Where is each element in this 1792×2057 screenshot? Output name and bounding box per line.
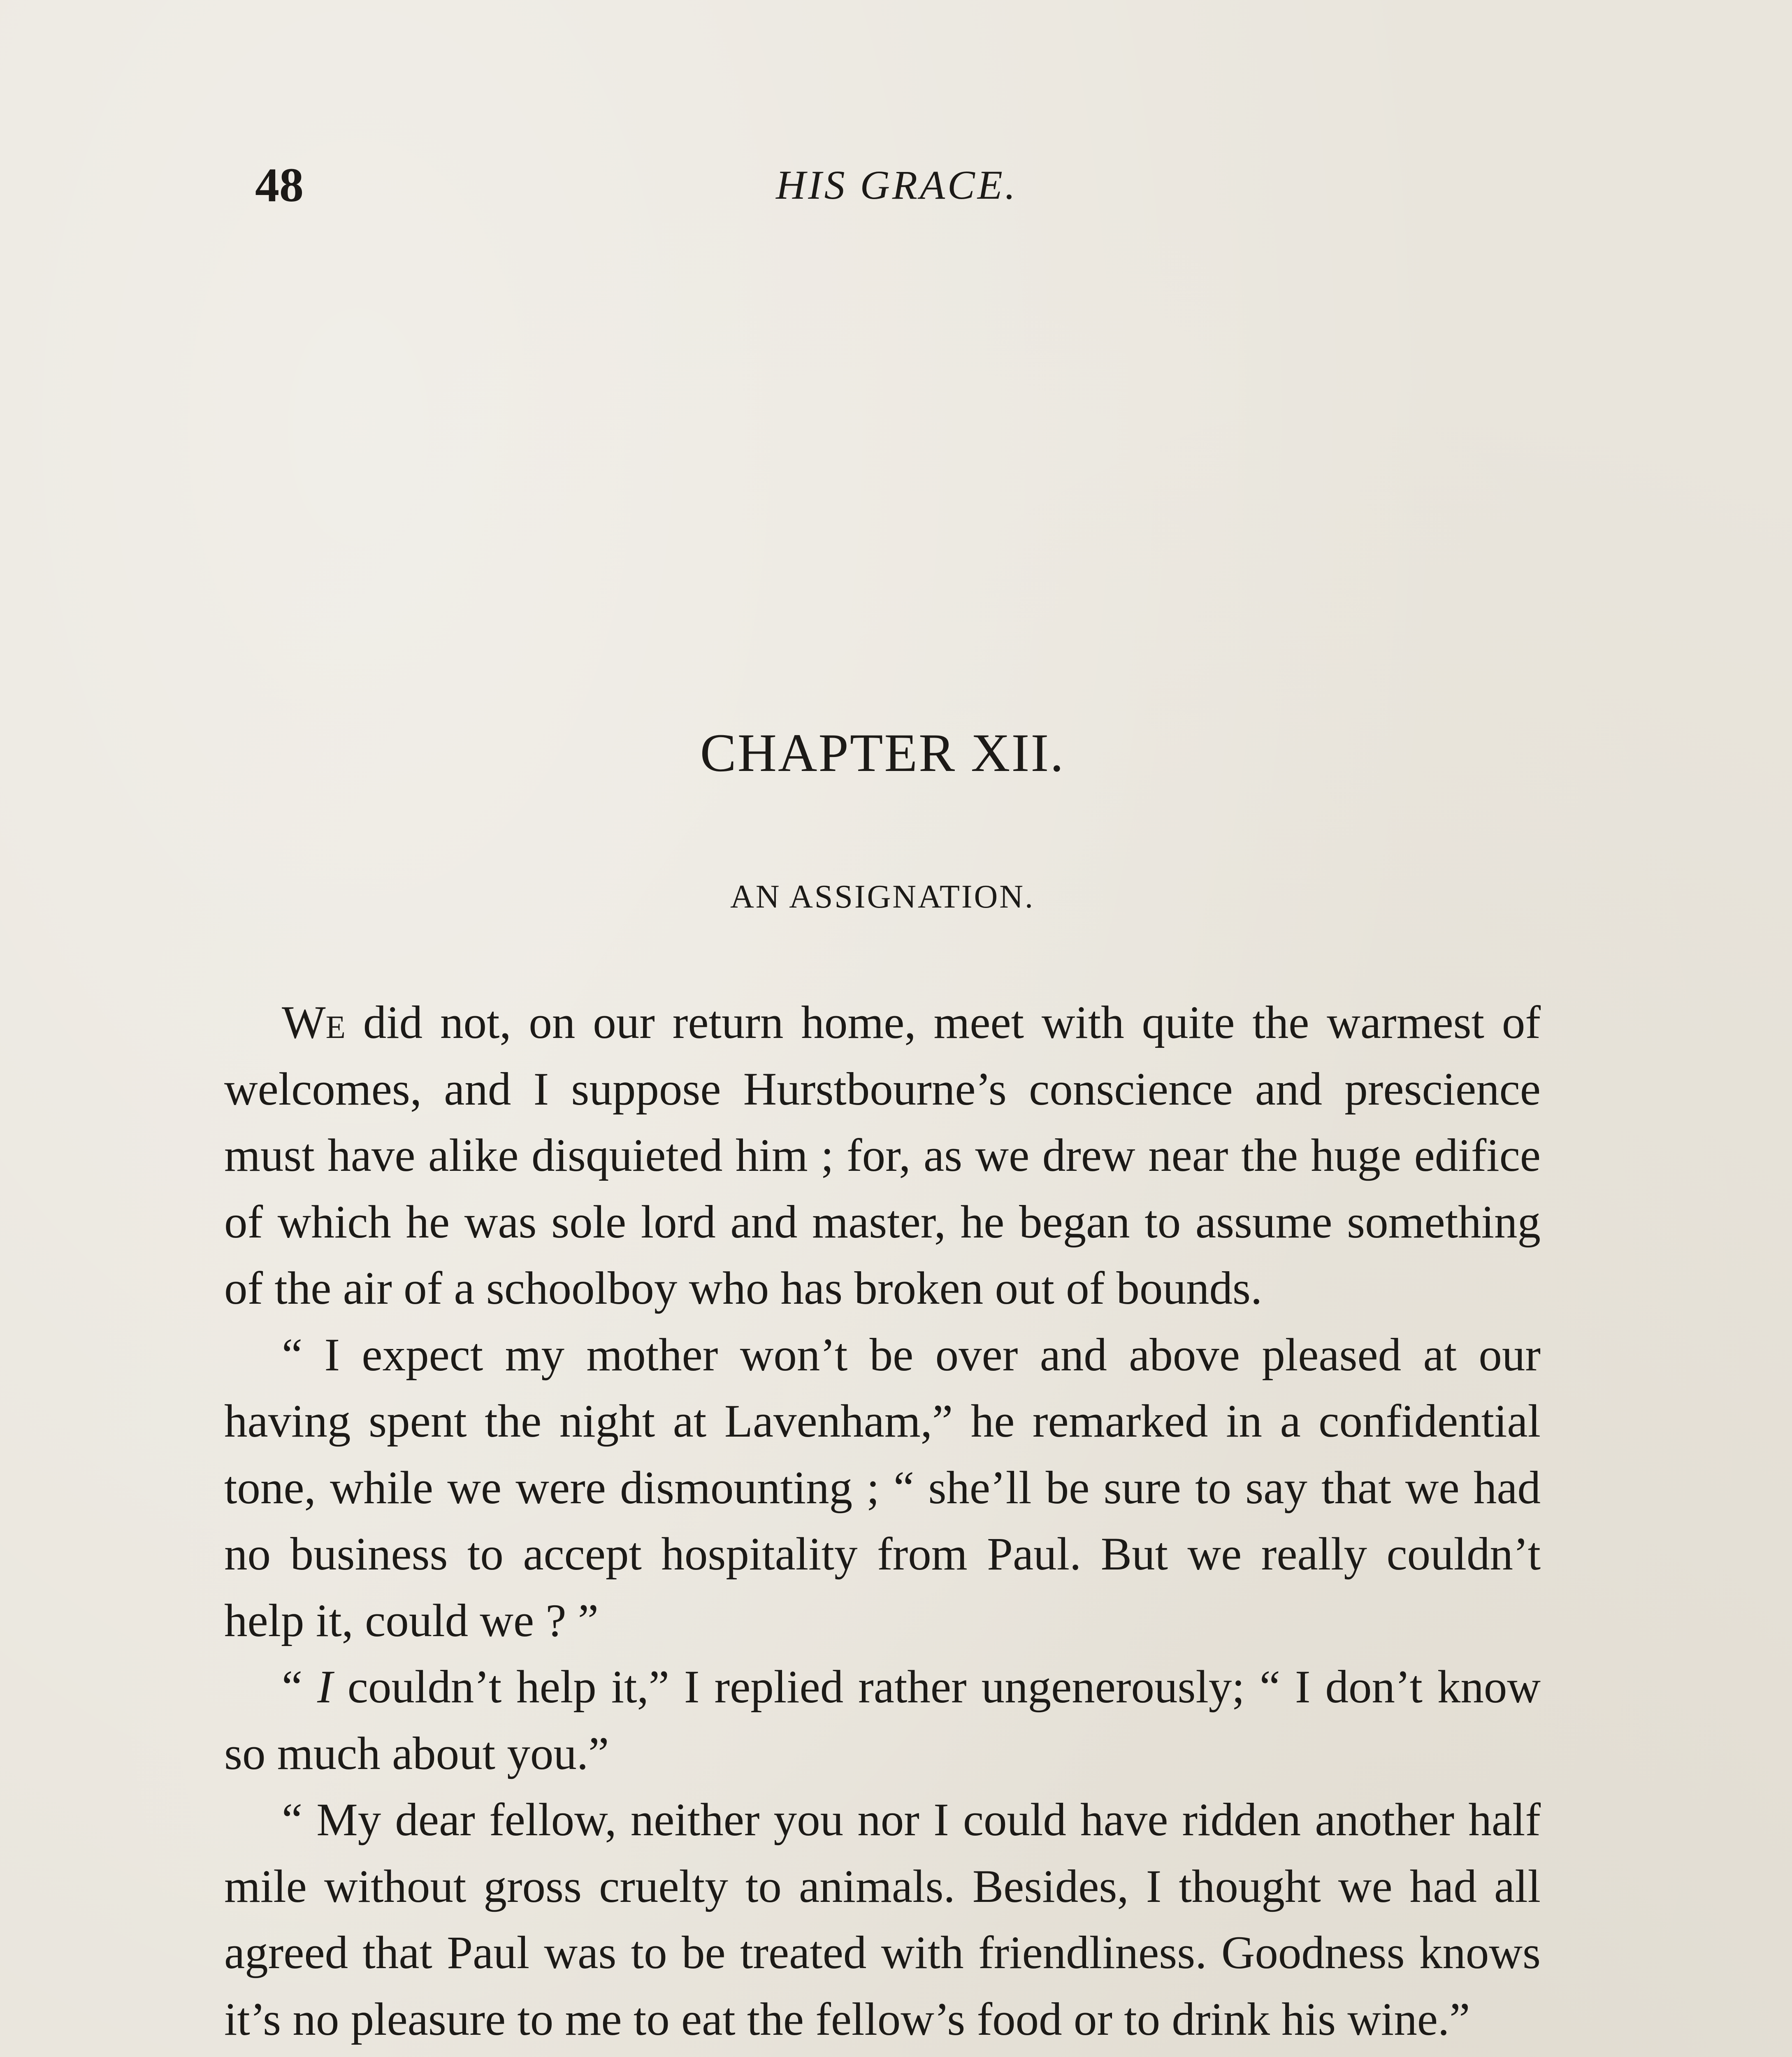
paragraph-5 [224, 2052, 1541, 2057]
paragraph-3-emphasis: I [317, 1661, 333, 1713]
body-text [224, 989, 1541, 2057]
paragraph-1-text: did not, on our return home, meet with quite the warmest of welcomes, and I suppose Hurstbourne’s conscience and prescience must have alike disquieted him ; for, as we drew near the huge edifice of which he was sole lord and master, he began to assume something of the air of a schoolboy who has broken out of bounds. [224, 997, 1541, 1314]
paragraph-1 [224, 989, 1541, 1322]
running-head [255, 152, 1539, 218]
paragraph-3-text: couldn’t help it,” I replied rather ungenerously; “ I don’t know so much about you.” [224, 1661, 1541, 1779]
paragraph-4: “ My dear fellow, neither you nor I could have ridden another half mile without gross cruelty to animals. Besides, I thought we had all agreed that Paul was to be treated with friendliness. Goodness knows it’s no pleasure to me to eat the fellow’s food or to drink his wine.” [224, 1794, 1541, 2045]
paragraph-1-dropcap: We [282, 997, 346, 1048]
running-title: HIS GRACE. [776, 162, 1018, 208]
chapter-title: CHAPTER XII. [700, 722, 1065, 783]
paragraph-2: “ I expect my mother won’t be over and above pleased at our having spent the night at Lavenham,” he remarked in a confidential tone, while we were dismounting ; “ she’ll be sure to say that we had no business to accept hospitality from Paul. But we really couldn’t help it, could we ? ” [224, 1329, 1541, 1646]
paragraph-3 [224, 1654, 1541, 1787]
chapter-subtitle: AN ASSIGNATION. [730, 879, 1035, 915]
paragraph-3-open-quote: “ [282, 1661, 318, 1713]
page-number: 48 [255, 158, 304, 212]
